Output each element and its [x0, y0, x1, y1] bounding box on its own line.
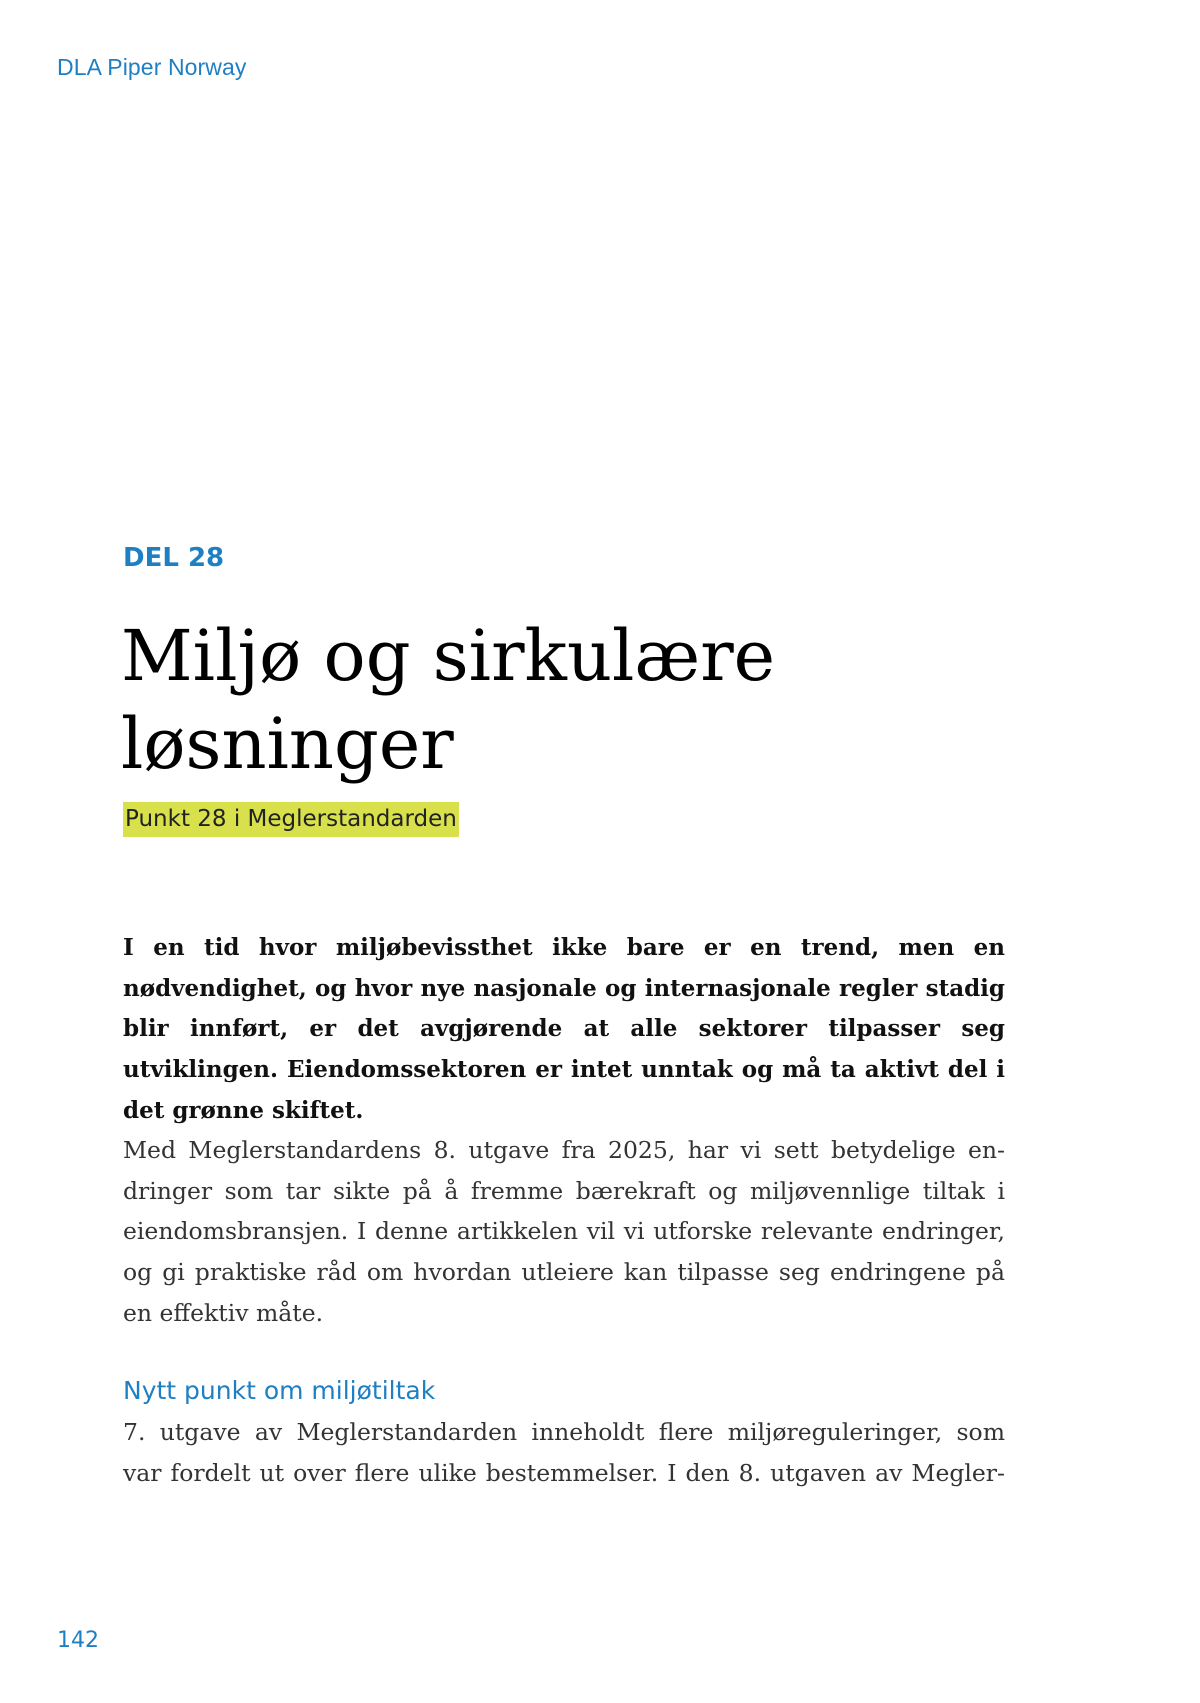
header-brand: DLA Piper Norway — [57, 54, 247, 80]
body-paragraph — [123, 1130, 1005, 1334]
paragraph-line: Med Meglerstandardens 8. utgave fra 2025, har vi sett betydelige en- — [123, 1136, 1005, 1164]
paragraph-line: og gi praktiske råd om hvordan utleiere kan tilpasse seg endringene på — [123, 1258, 1005, 1287]
body-paragraph — [123, 1412, 1005, 1493]
paragraph-line: 7. utgave av Meglerstandarden inneholdt flere miljøreguleringer, som — [123, 1418, 1005, 1446]
paragraph-line: dringer som tar sikte på å fremme bærekraft og miljøvennlige tiltak i — [123, 1176, 1005, 1205]
subheading: Nytt punkt om miljøtiltak — [123, 1376, 436, 1405]
paragraph-line: eiendomsbransjen. I denne artikkelen vil vi utforske relevante endringer, — [123, 1217, 1005, 1246]
lead-paragraph: I en tid hvor miljøbevissthet ikke bare er en trend, men en nødvendighet, og hvor nye nasjonale og internasjonale regler stadig blir innført, er det avgjørende at alle sektorer tilpasser seg utviklingen. Eiendomssektoren er intet unntak og må ta aktivt del i det grønne skiftet. — [123, 934, 1005, 1124]
page-title-line: løsninger — [121, 703, 454, 785]
page-title-line: Miljø og sirkulære — [121, 615, 776, 697]
page-number: 142 — [57, 1628, 99, 1653]
paragraph-line: en effektiv måte. — [123, 1298, 324, 1327]
section-label: DEL 28 — [123, 543, 225, 573]
page-title — [121, 612, 1021, 788]
paragraph-line: var fordelt ut over flere ulike bestemmelser. I den 8. utgaven av Megler- — [123, 1458, 1005, 1487]
subtitle-tag: Punkt 28 i Meglerstandarden — [123, 802, 459, 837]
